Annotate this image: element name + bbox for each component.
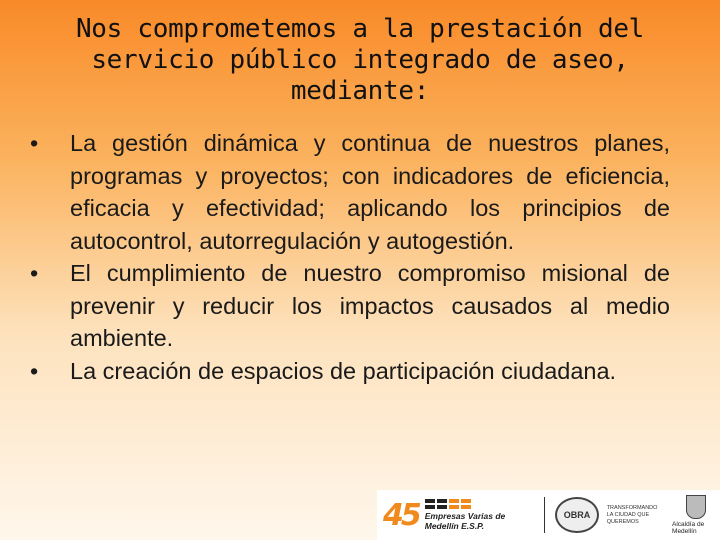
footer-logos xyxy=(377,490,720,540)
bullet-item xyxy=(30,257,670,355)
bullet-text: La gestión dinámica y continua de nuestros planes, programas y proyectos; con indicadores de eficiencia, eficacia y efectividad; aplicando los principios de autocontrol, autorregulación y autogestión. xyxy=(70,130,670,254)
alcaldia-logo xyxy=(672,495,720,535)
bullet-icon: • xyxy=(30,130,39,156)
bullet-list xyxy=(30,127,670,387)
alcaldia-caption: Alcaldía de Medellín xyxy=(672,521,705,535)
obra-tagline: TRANSFORMANDO LA CIUDAD QUE QUEREMOS xyxy=(606,504,658,525)
bullet-icon: • xyxy=(30,357,39,384)
evm-logo xyxy=(383,498,534,533)
bullet-text: El cumplimiento de nuestro compromiso misional de prevenir y reducir los impactos causados al medio ambiente. xyxy=(70,260,670,351)
evm-emblem-icon: 45 xyxy=(383,497,419,533)
bullet-item xyxy=(30,127,670,257)
footer-divider xyxy=(544,497,546,533)
bullet-item xyxy=(30,355,670,388)
bullet-icon: • xyxy=(30,260,39,286)
bullet-text: La creación de espacios de participación ciudadana. xyxy=(70,357,617,384)
evm-wordmark xyxy=(425,499,534,531)
obra-logo: OBRA xyxy=(555,497,598,533)
evm-name: Empresas Varias de Medellín E.S.P. xyxy=(424,511,506,531)
coat-of-arms-icon xyxy=(686,495,706,519)
slide-title: Nos comprometemos a la prestación del servicio público integrado de aseo, mediante: xyxy=(75,14,645,106)
